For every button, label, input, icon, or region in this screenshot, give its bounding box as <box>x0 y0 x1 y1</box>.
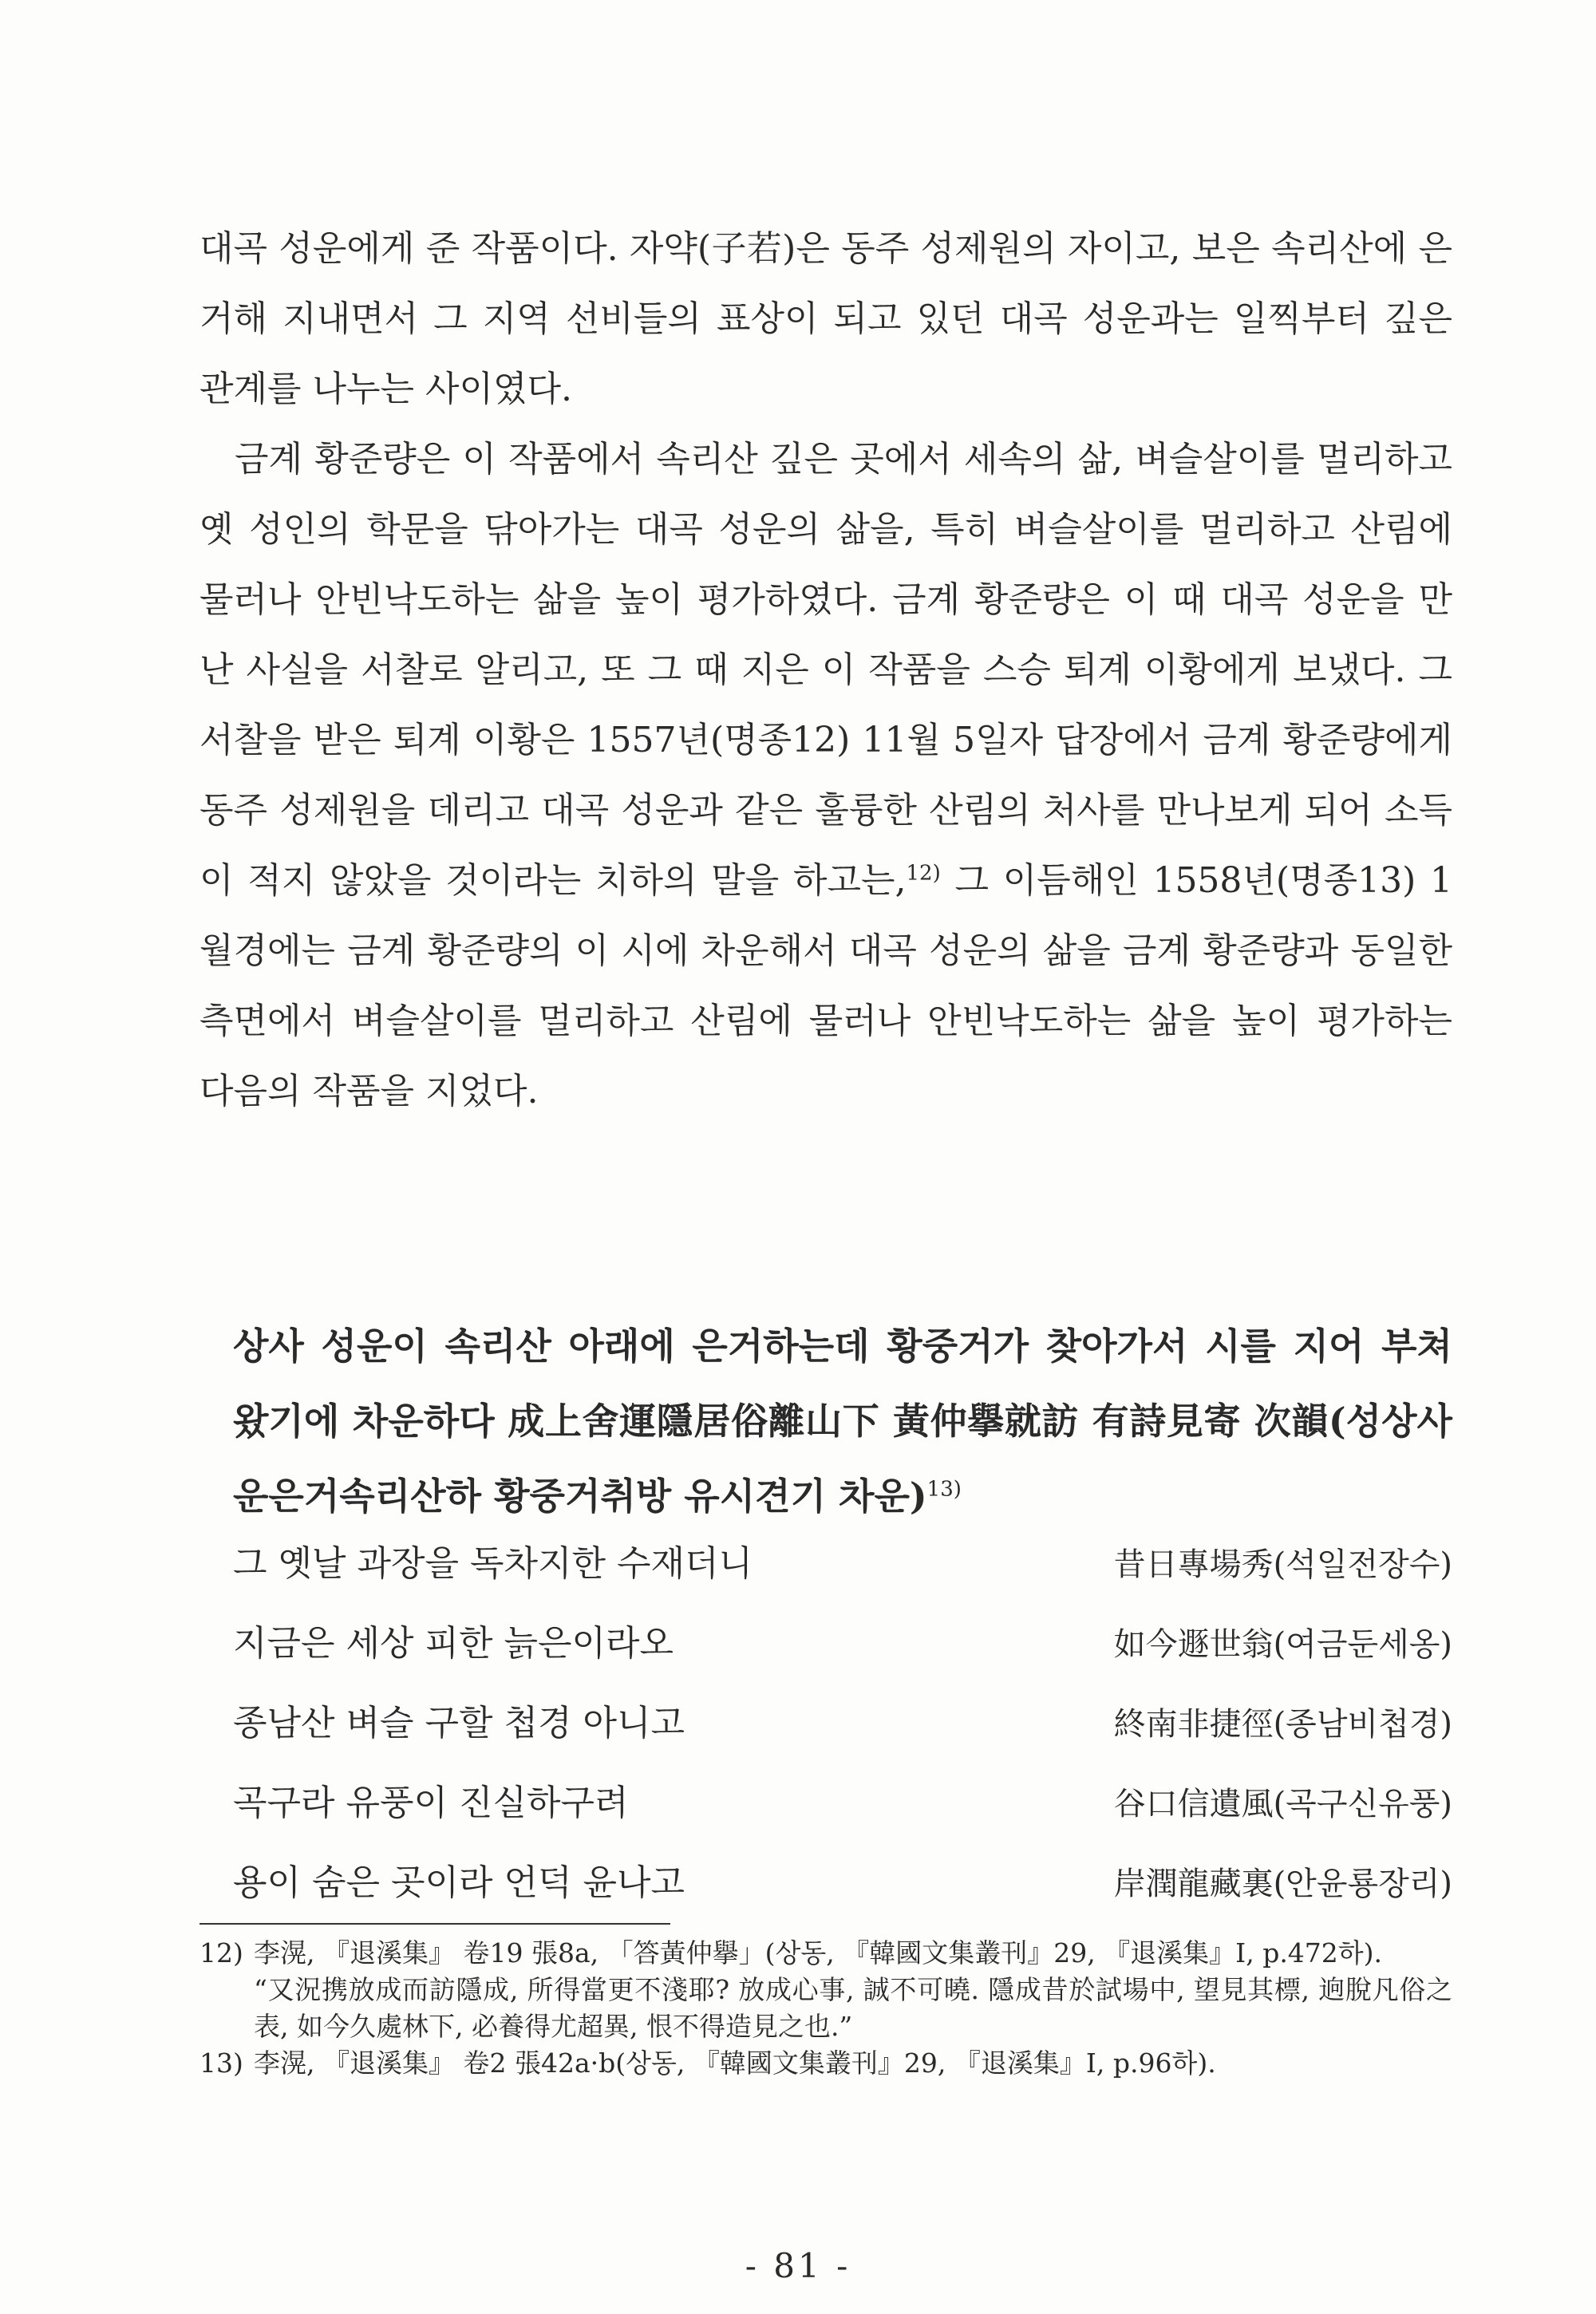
footnote-number: 12) <box>200 1937 243 1968</box>
body-text <box>200 214 1452 1127</box>
footnote-13 <box>200 2045 1452 2082</box>
footnote-number: 13) <box>200 2047 243 2079</box>
poem-line-korean: 종남산 벼슬 구할 첩경 아니고 <box>233 1703 685 1743</box>
footnote-ref-12[interactable]: 12) <box>906 861 941 886</box>
poem-line-hanja: 終南非捷徑(종남비첩경) <box>1113 1706 1452 1743</box>
poem-line-hanja: 岸潤龍藏裏(안윤룡장리) <box>1113 1866 1452 1902</box>
paragraph-2 <box>200 424 1452 1127</box>
footnote-quote: “又況携放成而訪隱成, 所得當更不淺耶? 放成心事, 誠不可曉. 隱成昔於試場中, 望見其標, 逈脫凡俗之表, 如今久處林下, 必養得尤超異, 恨不得造見之也.” <box>254 1974 1452 2042</box>
poem-line <box>233 1763 1452 1843</box>
poem-title <box>233 1309 1452 1534</box>
poem-line-korean: 용이 숨은 곳이라 언덕 윤나고 <box>233 1862 685 1903</box>
footnotes <box>200 1935 1452 2082</box>
poem-line-hanja: 如今遯世翁(여금둔세옹) <box>1113 1626 1452 1663</box>
poem-line <box>233 1604 1452 1684</box>
paragraph-2-part-a: 금계 황준량은 이 작품에서 속리산 깊은 곳에서 세속의 삶, 벼슬살이를 멀리하고 옛 성인의 학문을 닦아가는 대곡 성운의 삶을, 특히 벼슬살이를 멀리하고 산림에 물러나 안빈낙도하는 삶을 높이 평가하였다. 금계 황준량은 이 때 대곡 성운을 만난 사실을 서찰로 알리고, 또 그 때 지은 이 작품을 스승 퇴계 이황에게 보냈다. 그 서찰을 받은 퇴계 이황은 1557년(명종12) 11월 5일자 답장에서 금계 황준량에게 동주 성제원을 데리고 대곡 성운과 같은 훌륭한 산림의 처사를 만나보게 되어 소득이 적지 않았을 것이라는 치하의 말을 하고는, <box>200 439 1452 901</box>
poem-line-korean: 지금은 세상 피한 늙은이라오 <box>233 1623 674 1664</box>
footnote-divider <box>200 1923 670 1925</box>
poem-line <box>233 1524 1452 1604</box>
paragraph-1: 대곡 성운에게 준 작품이다. 자약(子若)은 동주 성제원의 자이고, 보은 속리산에 은거해 지내면서 그 지역 선비들의 표상이 되고 있던 대곡 성운과는 일찍부터 깊은 관계를 나누는 사이였다. <box>200 228 1452 409</box>
poem-title-text: 상사 성운이 속리산 아래에 은거하는데 황중거가 찾아가서 시를 지어 부쳐 왔기에 차운하다 成上舍運隱居俗離山下 黃仲擧就訪 有詩見寄 次韻(성상사운은거속리산하 황중거취방 유시견기 차운) <box>233 1325 1452 1518</box>
footnote-citation: 李滉, 『退溪集』 卷2 張42a·b(상동, 『韓國文集叢刊』29, 『退溪集』Ⅰ, p.96하). <box>254 2047 1216 2079</box>
poem-line-korean: 그 옛날 과장을 독차지한 수재더니 <box>233 1543 753 1584</box>
poem-line-hanja: 谷口信遺風(곡구신유풍) <box>1113 1786 1452 1822</box>
footnote-ref-13[interactable]: 13) <box>926 1477 962 1502</box>
poem-line <box>233 1843 1452 1923</box>
poem-line <box>233 1684 1452 1763</box>
page-number: - 81 - <box>745 2246 851 2285</box>
poem <box>233 1524 1452 1923</box>
paragraph-2-part-b: 그 이듬해인 1558년(명종13) 1월경에는 금계 황준량의 이 시에 차운해서 대곡 성운의 삶을 금계 황준량과 동일한 측면에서 벼슬살이를 멀리하고 산림에 물러나 안빈낙도하는 삶을 높이 평가하는 다음의 작품을 지었다. <box>200 860 1452 1112</box>
footnote-12 <box>200 1935 1452 2045</box>
poem-line-korean: 곡구라 유풍이 진실하구려 <box>233 1783 629 1823</box>
poem-line-hanja: 昔日專場秀(석일전장수) <box>1113 1546 1452 1583</box>
footnote-citation: 李滉, 『退溪集』 卷19 張8a, 「答黃仲擧」(상동, 『韓國文集叢刊』29, 『退溪集』Ⅰ, p.472하). <box>254 1937 1383 1968</box>
